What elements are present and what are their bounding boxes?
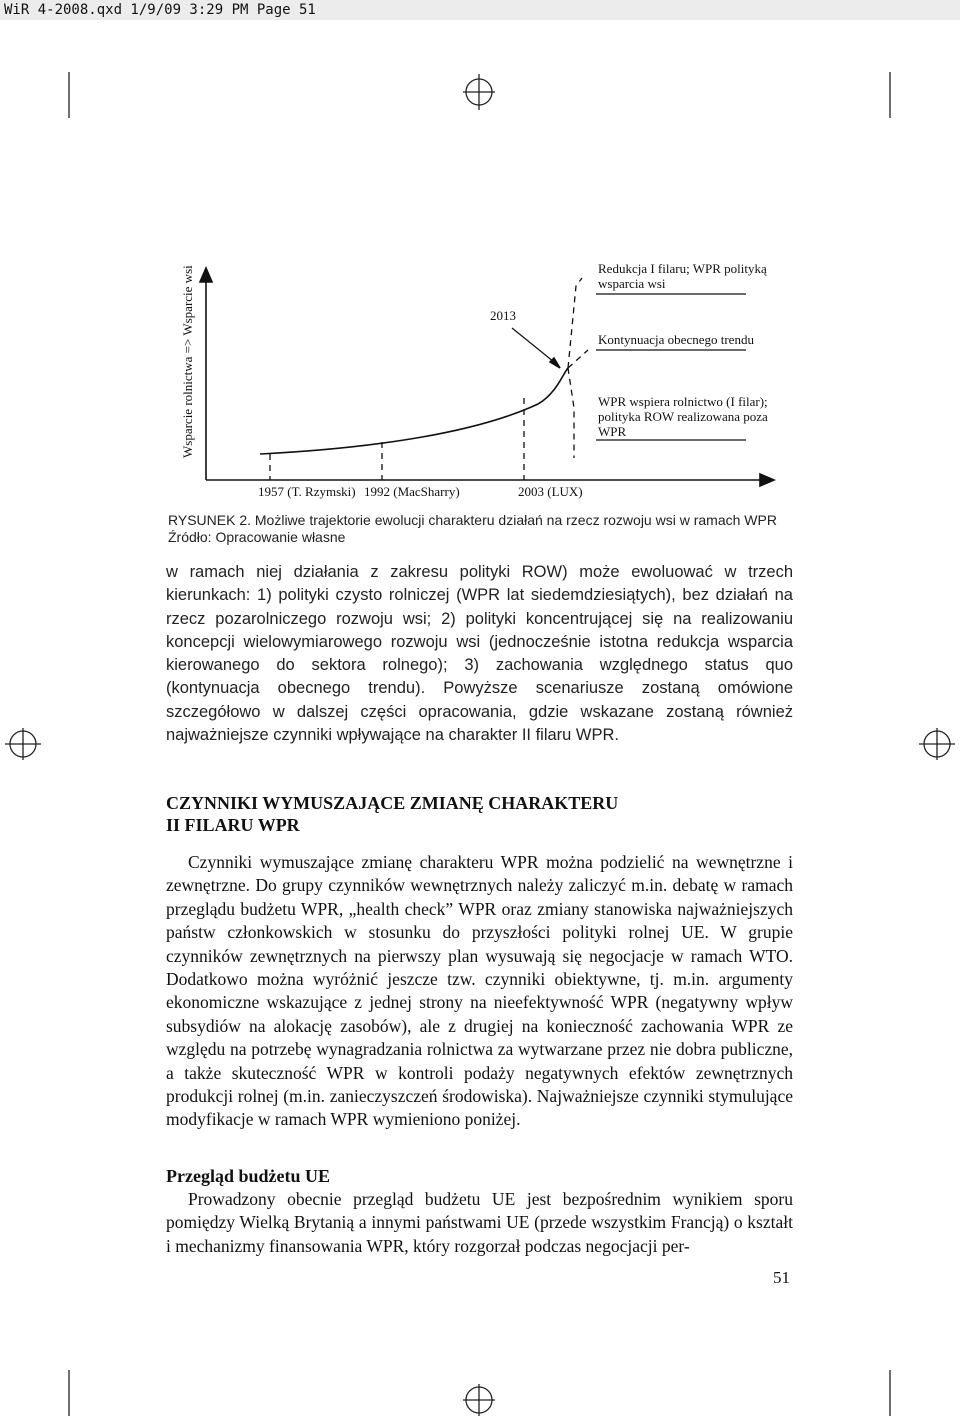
scenario-3-line1: WPR wspiera rolnictwo (I filar); [598, 394, 768, 409]
x-label-1992: 1992 (MacSharry) [364, 484, 460, 499]
branch-continuation [568, 350, 588, 368]
trajectory-figure [178, 258, 778, 508]
y-axis-label: Wsparcie rolnictwa => Wsparcie wsi [180, 265, 195, 458]
print-slug: WiR 4-2008.qxd 1/9/09 3:29 PM Page 51 [0, 0, 960, 20]
section-heading-line2: II FILARU WPR [166, 815, 300, 835]
figure-caption [168, 512, 777, 546]
scenario-3-line3: WPR [598, 424, 627, 439]
paragraph-factors: Czynniki wymuszające zmianę charakteru WPR można podzielić na wewnętrzne i zewnętrzne. Do grupy czynników wewnętrznych należy zaliczyć m.in. debatę w ramach przeglądu budżetu WPR, „health check” WPR oraz zmiany stanowiska najważniejszych państw członkowskich w stosunku do przyszłości polityki rolnej UE. W grupie czynników zewnętrznych na pierwszy plan wysuwają się negocjacje w ramach WTO. Dodatkowo można wyróżnić jeszcze tzw. czynniki obiektywne, tj. m.in. argumenty ekonomiczne wskazujące z jednej strony na nieefektywność WPR (negatywny wpływ subsydiów na alokację zasobów), ale z drugiej na konieczność zachowania WPR ze względu na potrzebę wynagradzania rolnictwa za wytwarzane przez nie dobra publiczne, a także skuteczność WPR w kontroli podaży negatywnych efektów zewnętrznych produkcji rolnej (m.in. zanieczyszczeń środowiska). Najważniejsze czynniki stymulujące modyfikacje w ramach WPR wymieniono poniżej. [166, 852, 793, 1130]
section-heading [166, 792, 618, 836]
figure-diagram [178, 258, 778, 508]
subheading-budget-review: Przegląd budżetu UE [166, 1166, 330, 1186]
scenario-1-line1: Redukcja I filaru; WPR polityką [598, 261, 767, 276]
scenario-2-label: Kontynuacja obecnego trendu [598, 332, 754, 347]
branch-reduction [568, 278, 582, 368]
page-number: 51 [773, 1268, 790, 1287]
caption-source: Źródło: Opracowanie własne [168, 529, 346, 545]
section-heading-line1: CZYNNIKI WYMUSZAJĄCE ZMIANĘ CHARAKTERU [166, 793, 619, 813]
scenario-3-line2: polityka ROW realizowana poza [598, 409, 768, 424]
year-2013-label: 2013 [490, 308, 516, 323]
caption-title: RYSUNEK 2. Możliwe trajektorie ewolucji charakteru działań na rzecz rozwoju wsi w ramach WPR [168, 512, 777, 528]
paragraph-budget-review: Prowadzony obecnie przegląd budżetu UE jest bezpośrednim wynikiem sporu pomiędzy Wielką Brytanią a innymi państwami UE (przede wszystkim Francją) o kształt i mechanizmy finansowania WPR, który rozgorzał podczas negocjacji per- [166, 1189, 793, 1256]
x-axis-arrowhead [760, 474, 774, 486]
x-label-2003: 2003 (LUX) [518, 484, 583, 499]
scenario-1-line2: wsparcia wsi [598, 276, 666, 291]
arrow-2013 [512, 328, 554, 362]
trend-curve [260, 368, 568, 454]
y-axis-arrowhead [200, 268, 212, 282]
branch-cap [568, 368, 574, 458]
x-label-1957: 1957 (T. Rzymski) [258, 484, 356, 499]
intro-paragraph: w ramach niej działania z zakresu polityki ROW) może ewoluować w trzech kierunkach: 1) polityki czysto rolniczej (WPR lat siedemdziesiątych), bez działań na rzecz pozarolniczego rozwoju wsi; 2) polityki koncentrującej się na realizowaniu koncepcji wielowymiarowego rozwoju wsi (jednocześnie istotna redukcja wsparcia kierowanego do sektora rolnego); 3) zachowania względnego status quo (kontynuacja obecnego trendu). Powyższe scenariusze zostaną omówione szczegółowo w dalszej części opracowania, gdzie wskazane zostaną również najważniejsze czynniki wpływające na charakter II filaru WPR. [166, 563, 793, 745]
